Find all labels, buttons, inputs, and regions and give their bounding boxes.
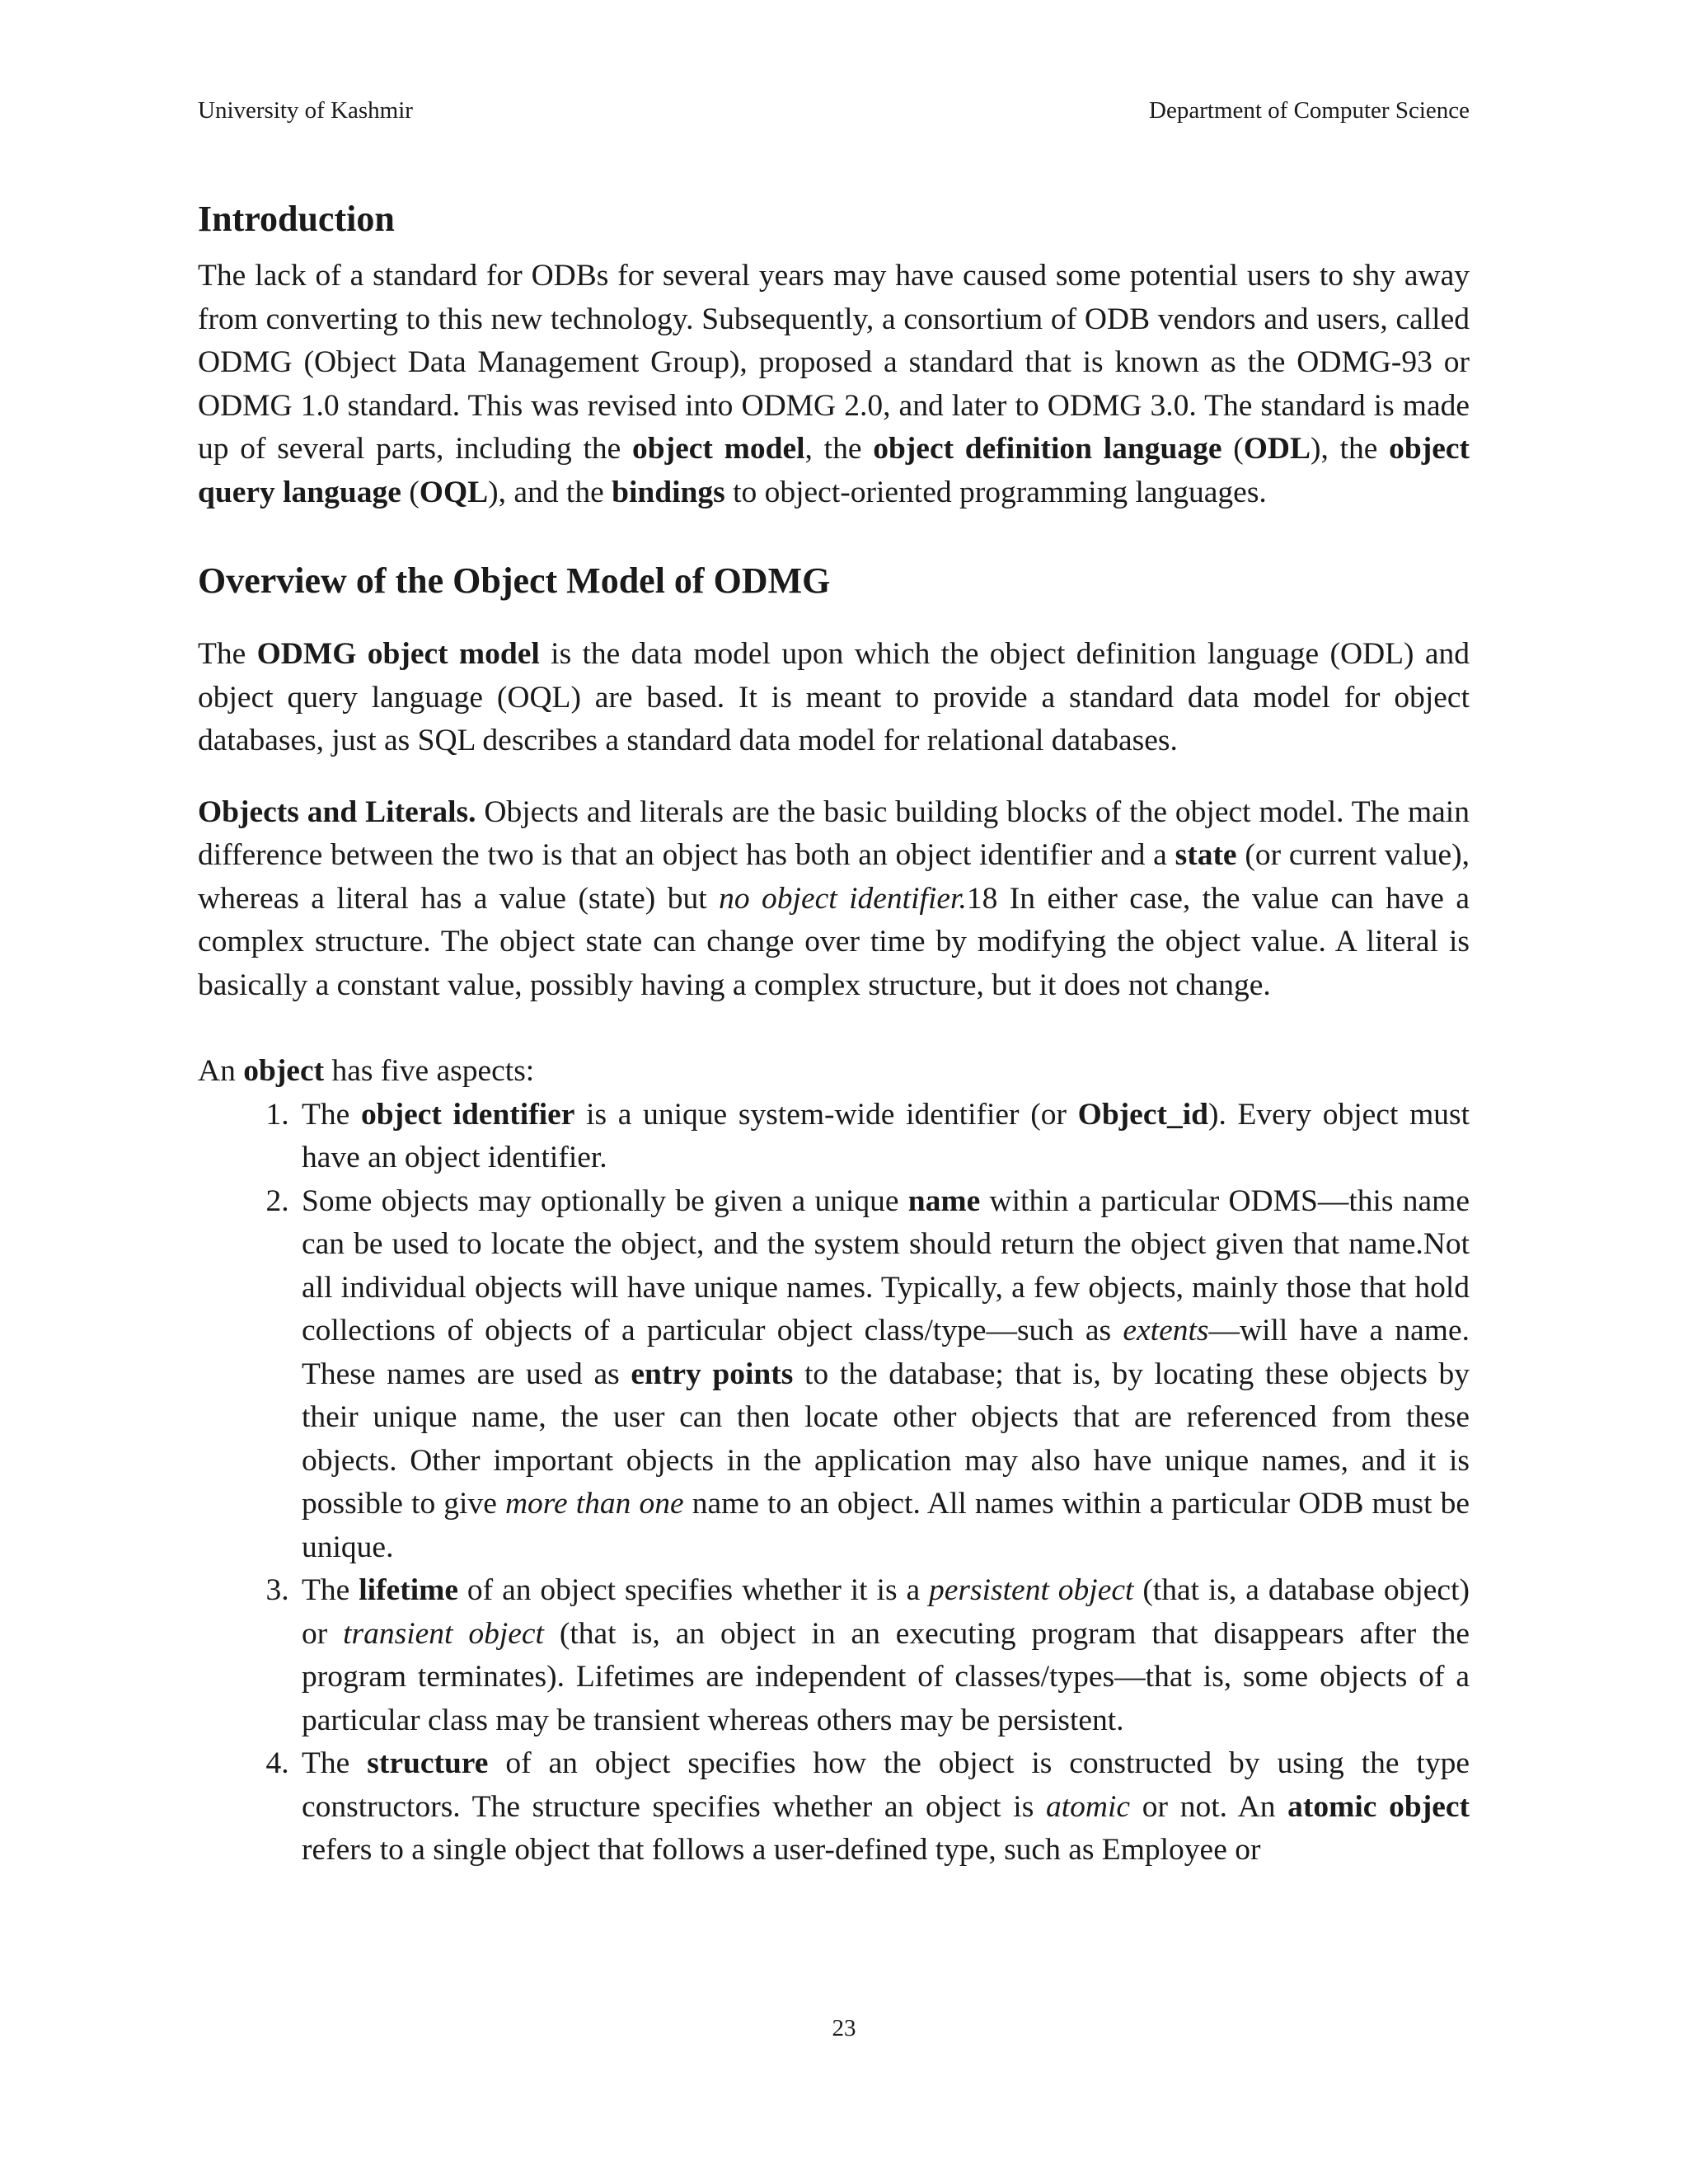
text-run: ), and the	[488, 475, 612, 509]
italic-run: persistent object	[929, 1573, 1134, 1607]
bold-run: object identifier	[360, 1097, 575, 1132]
bold-run: atomic object	[1287, 1789, 1470, 1824]
text-run: The	[302, 1746, 368, 1780]
overview-paragraph	[198, 633, 1470, 763]
text-run: or not. An	[1130, 1789, 1288, 1824]
text-run: —will have a name. These names are used as	[302, 1314, 1470, 1391]
running-header	[198, 97, 1470, 124]
text-run: The lack of a standard for ODBs for several years may have caused some potential users to shy away from converting to this new technology. Subsequently, a consortium of ODB vendors and users, called ODMG (Object Data Management Group), proposed a standard that is known as the ODMG-93 or ODMG 1.0 standard. This was revised into ODMG 2.0, and later to ODMG 3.0. The standard is made up of several parts, including the	[198, 259, 1470, 466]
section-heading-overview: Overview of the Object Model of ODMG	[198, 560, 831, 601]
list-item	[297, 1180, 1470, 1570]
italic-run: more than one	[504, 1487, 684, 1521]
text-run: (	[401, 475, 420, 509]
bold-run: object model	[632, 432, 805, 466]
bold-run: object definition language	[873, 432, 1222, 466]
text-run: (that is, an object in an executing program that disappears after the program terminates). Lifetimes are independent of classes/types—that is, some objects of a particular class may be transient whereas others may be persistent.	[302, 1616, 1470, 1737]
bold-run: state	[1175, 838, 1237, 872]
bold-run: Object_id	[1077, 1097, 1208, 1132]
objects-literals-paragraph	[198, 791, 1470, 1008]
list-item	[297, 1742, 1470, 1872]
aspects-list	[198, 1094, 1470, 1872]
intro-paragraph	[198, 255, 1470, 514]
text-run: The	[302, 1573, 359, 1607]
text-run: is a unique system-wide identifier (or	[574, 1097, 1078, 1132]
italic-run: no object identifier.	[719, 881, 967, 916]
text-run: is the data model upon which the object definition language (ODL) and object query language (OQL) are based. It is meant to provide a standard data model for object databases, just as SQL describes a standard data model for relational databases.	[198, 637, 1470, 757]
text-run: , the	[804, 432, 874, 466]
text-run: of an object specifies whether it is a	[458, 1573, 930, 1607]
list-item	[297, 1094, 1470, 1180]
bold-run: lifetime	[359, 1573, 458, 1607]
section-heading-introduction: Introduction	[198, 199, 395, 239]
italic-run: atomic	[1046, 1789, 1131, 1824]
text-run: has five aspects:	[324, 1054, 535, 1088]
page-content	[198, 195, 1470, 1872]
bold-run: object	[243, 1054, 325, 1088]
text-run: name to an object. All names within a particular ODB must be unique.	[302, 1487, 1470, 1564]
bold-run: bindings	[612, 475, 725, 509]
bold-run: name	[907, 1183, 981, 1218]
bold-run: OQL	[419, 475, 489, 509]
bold-run: ODL	[1243, 432, 1311, 466]
italic-run: extents	[1123, 1314, 1209, 1347]
bold-run: entry points	[631, 1357, 794, 1391]
bold-run: object query language	[198, 432, 1470, 509]
text-run: Objects and literals are the basic building blocks of the object model. The main difference between the two is that an object has both an object identifier and a	[198, 794, 1470, 872]
text-run: to object-oriented programming languages.	[724, 475, 1267, 509]
text-run: (that is, a database object) or	[302, 1573, 1470, 1651]
text-run: 18 In either case, the value can have a complex structure. The object state can change over time by modifying the object value. A literal is basically a constant value, possibly having a complex structure, but it does not change.	[198, 881, 1470, 1002]
bold-run: ODMG object model	[256, 637, 540, 671]
bold-run: structure	[367, 1746, 489, 1780]
aspects-intro	[198, 1050, 1470, 1094]
header-department: Department of Computer Science	[1149, 97, 1470, 124]
italic-run: transient object	[343, 1616, 544, 1651]
text-run: of an object specifies how the object is constructed by using the type constructors. The structure specifies whether an object is	[302, 1746, 1470, 1824]
text-run: within a particular ODMS—this name can be used to locate the object, and the system should return the object given that name.Not all individual objects will have unique names. Typically, a few objects, mainly those that hold collections of objects of a particular object class/type—such as	[302, 1183, 1470, 1347]
text-run: refers to a single object that follows a user-defined type, such as Employee or	[302, 1833, 1261, 1867]
text-run: (	[1221, 432, 1244, 466]
text-run: (or current value), whereas a literal has a value (state) but	[198, 838, 1470, 916]
text-run: The	[302, 1097, 361, 1132]
list-item	[297, 1569, 1470, 1742]
text-run: to the database; that is, by locating these objects by their unique name, the user can then locate other objects that are referenced from these objects. Other important objects in the application may also have unique names, and it is possible to give	[302, 1357, 1470, 1521]
text-run: The	[198, 637, 257, 671]
header-university: University of Kashmir	[198, 97, 413, 124]
page-number: 23	[832, 2015, 856, 2041]
text-run: ), the	[1310, 432, 1390, 466]
text-run: An	[198, 1054, 244, 1088]
bold-run: Objects and Literals.	[198, 794, 476, 829]
text-run: ). Every object must have an object identifier.	[302, 1097, 1470, 1174]
text-run: Some objects may optionally be given a unique	[302, 1183, 908, 1218]
